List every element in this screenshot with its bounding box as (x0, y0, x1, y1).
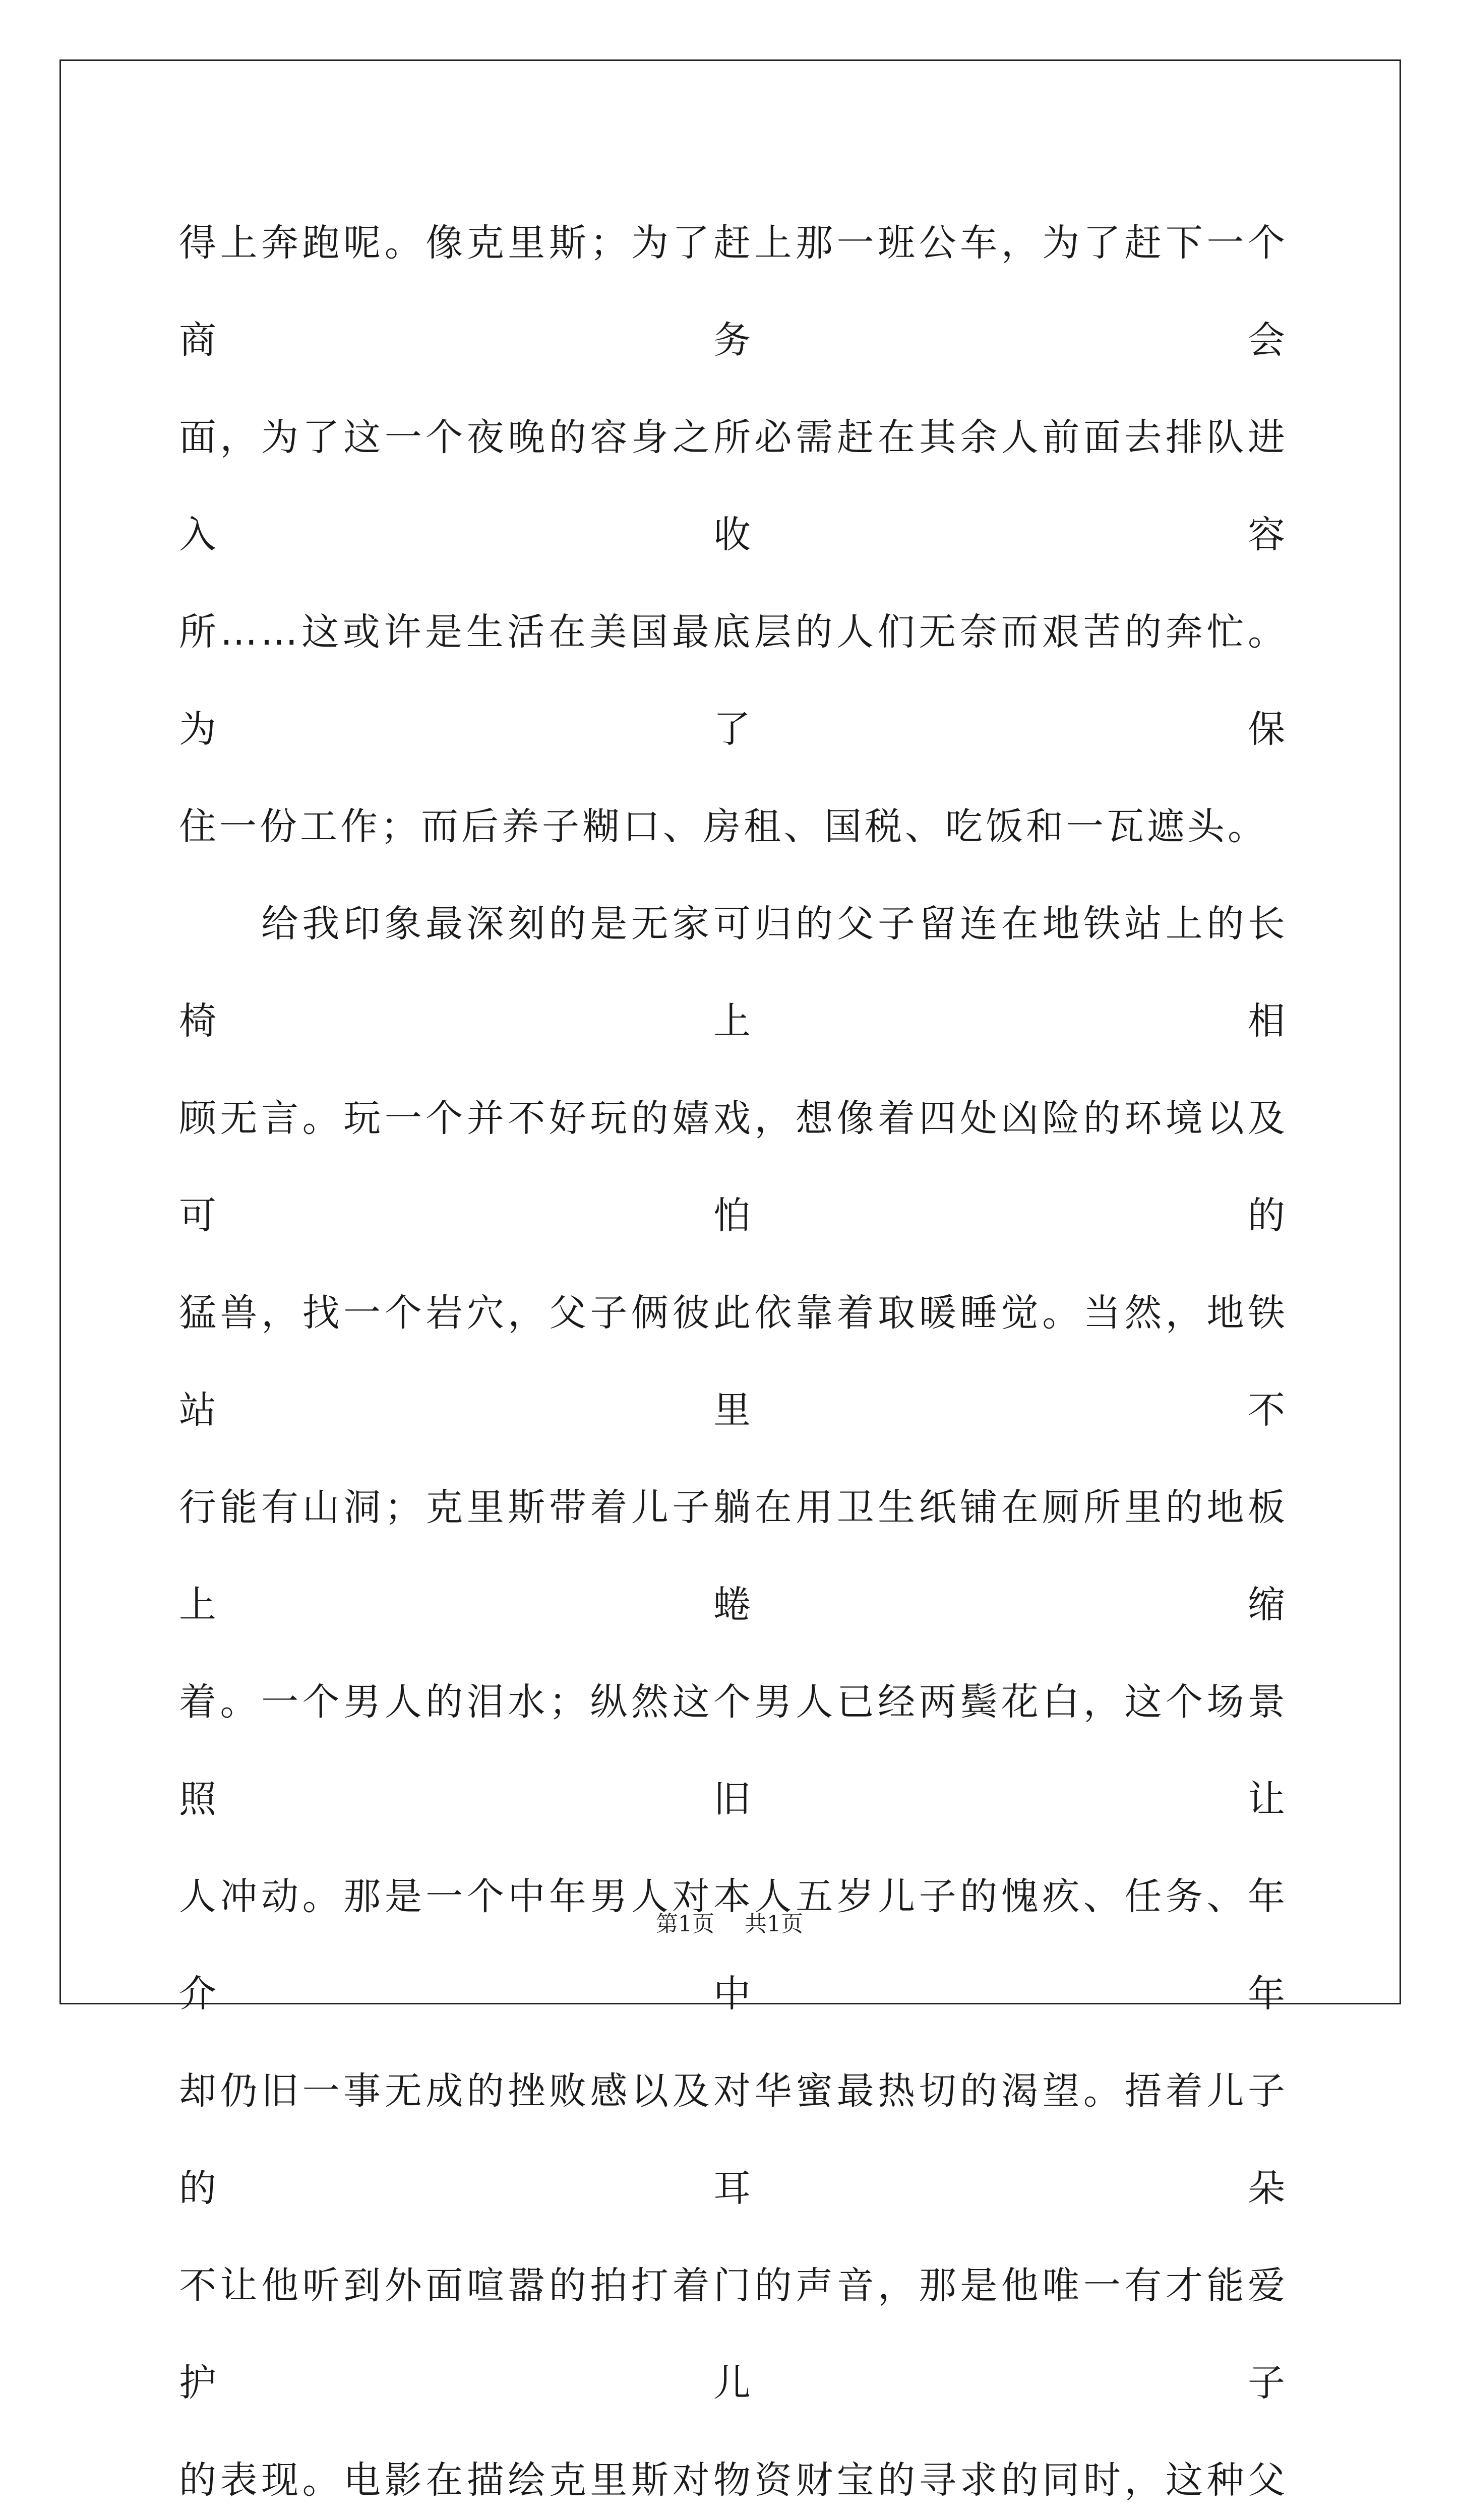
paragraph-1-line-2: 面，为了这一个夜晚的容身之所必需赶在其余人前面去排队进入收容 (179, 416, 1288, 556)
paragraph-2-line-5: 着。一个男人的泪水；纵然这个男人已经两鬓花白，这个场景照旧让 (179, 1680, 1288, 1821)
page-total: 共1页 (745, 1911, 803, 1937)
paragraph-1-line-1: 得上奔跑呢。像克里斯；为了赶上那一班公车，为了赶下一个商务会 (179, 221, 1288, 362)
paragraph-2-line-3: 猛兽，找一个岩穴，父子俩彼此依靠着取暖睡觉。当然，地铁站里不 (179, 1291, 1288, 1432)
paragraph-2-line-6: 人冲动。那是一个中年男人对本人五岁儿子的愧疚、任务、年介中年 (179, 1875, 1288, 2015)
paragraph-2-line-7: 却仍旧一事无成的挫败感以及对华蜜最热切的渴望。捂着儿子的耳朵 (179, 2069, 1288, 2210)
paragraph-1-line-4: 住一份工作；而后养子糊口、房租、国税、吃饭和一瓦遮头。 (179, 805, 1268, 848)
paragraph-2-line-9: 的表现。电影在描绘克里斯对物资财宝的寻求的同时，这种父 (179, 2459, 1288, 2502)
paragraph-2-line-2: 顾无言。玩一个并不好玩的嬉戏，想像着四处凶险的环境以及可怕的 (179, 1097, 1288, 1237)
paragraph-1-line-3: 所……这或许是生活在美国最底层的人们无奈而艰苦的奔忙。为了保 (179, 610, 1288, 751)
page-footer (0, 1909, 1459, 1939)
paragraph-2-line-1: 给我印象最深刻的是无家可归的父子留连在地铁站上的长椅上相 (179, 902, 1288, 1043)
page-number: 第1页 (656, 1911, 714, 1937)
document-body (179, 195, 1288, 2520)
paragraph-2-line-8: 不让他听到外面喧嚣的拍打着门的声音，那是他唯一有才能爱护儿子 (179, 2264, 1288, 2405)
paragraph-2-line-4: 行能有山洞；克里斯带着儿子躺在用卫生纸铺在厕所里的地板上蜷缩 (179, 1486, 1288, 1626)
